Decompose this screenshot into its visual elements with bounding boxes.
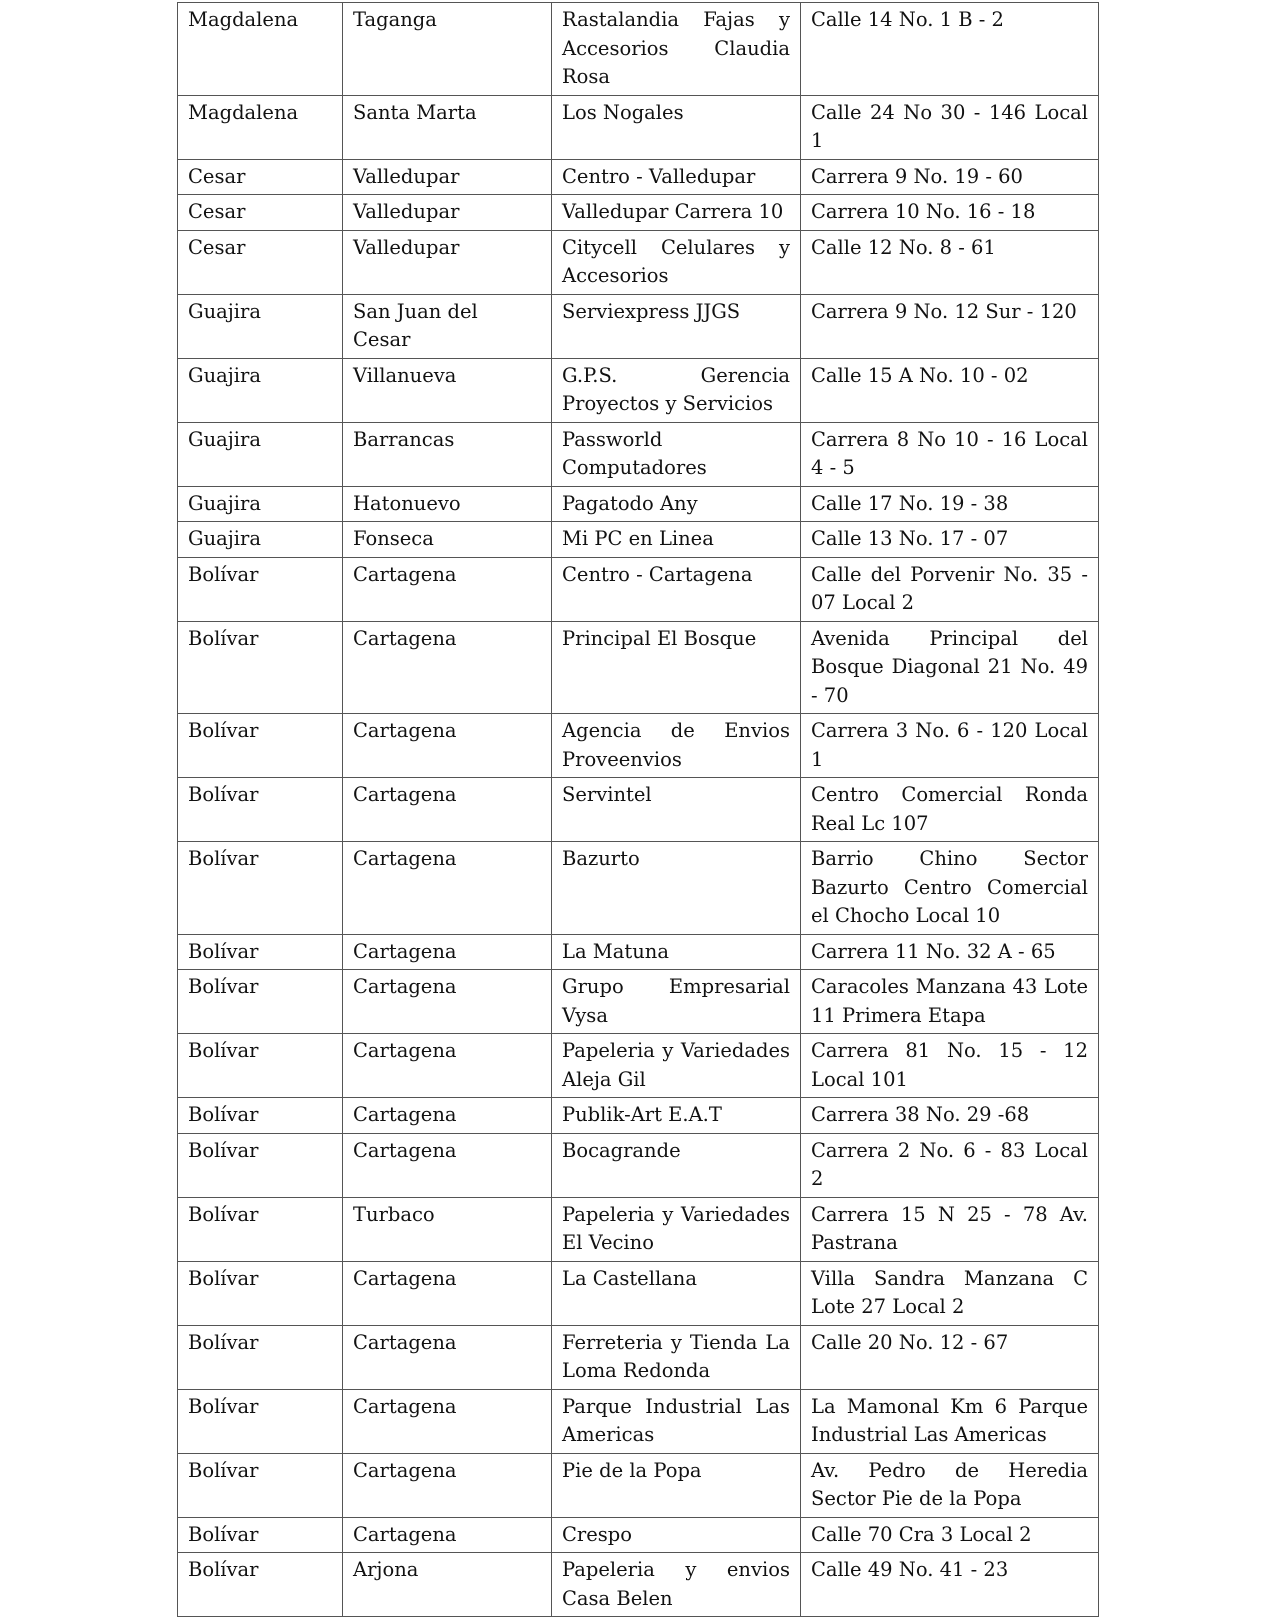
table-row bbox=[178, 1261, 1099, 1325]
table-row bbox=[178, 95, 1099, 159]
city-cell: San Juan del Cesar bbox=[343, 294, 552, 358]
table-row bbox=[178, 1517, 1099, 1553]
table-row bbox=[178, 522, 1099, 558]
location-name-cell: Publik-Art E.A.T bbox=[552, 1098, 801, 1134]
department-cell: Guajira bbox=[178, 422, 343, 486]
city-cell: Cartagena bbox=[343, 842, 552, 935]
location-name-cell: Valledupar Carrera 10 bbox=[552, 195, 801, 231]
address-cell: Calle 49 No. 41 - 23 bbox=[801, 1553, 1099, 1617]
table-row bbox=[178, 3, 1099, 96]
table-row bbox=[178, 1553, 1099, 1617]
department-cell: Guajira bbox=[178, 486, 343, 522]
address-cell: Av. Pedro de Heredia Sector Pie de la Popa bbox=[801, 1453, 1099, 1517]
address-cell: Calle 15 A No. 10 - 02 bbox=[801, 358, 1099, 422]
city-cell: Cartagena bbox=[343, 1034, 552, 1098]
city-cell: Cartagena bbox=[343, 970, 552, 1034]
location-name-cell: Centro - Valledupar bbox=[552, 159, 801, 195]
department-cell: Bolívar bbox=[178, 842, 343, 935]
location-name-cell: Pie de la Popa bbox=[552, 1453, 801, 1517]
location-name-cell: Grupo Empresarial Vysa bbox=[552, 970, 801, 1034]
location-name-cell: Ferreteria y Tienda La Loma Redonda bbox=[552, 1325, 801, 1389]
table-row bbox=[178, 1133, 1099, 1197]
city-cell: Taganga bbox=[343, 3, 552, 96]
address-cell: Carrera 9 No. 19 - 60 bbox=[801, 159, 1099, 195]
location-name-cell: Centro - Cartagena bbox=[552, 557, 801, 621]
city-cell: Cartagena bbox=[343, 714, 552, 778]
table-row bbox=[178, 842, 1099, 935]
department-cell: Guajira bbox=[178, 294, 343, 358]
address-cell: Calle 24 No 30 - 146 Local 1 bbox=[801, 95, 1099, 159]
table-row bbox=[178, 195, 1099, 231]
table-row bbox=[178, 1098, 1099, 1134]
city-cell: Cartagena bbox=[343, 1453, 552, 1517]
table-row bbox=[178, 778, 1099, 842]
table-row bbox=[178, 1325, 1099, 1389]
department-cell: Bolívar bbox=[178, 778, 343, 842]
department-cell: Bolívar bbox=[178, 1133, 343, 1197]
location-name-cell: Papeleria y envios Casa Belen bbox=[552, 1553, 801, 1617]
city-cell: Cartagena bbox=[343, 1517, 552, 1553]
address-cell: Carrera 2 No. 6 - 83 Local 2 bbox=[801, 1133, 1099, 1197]
department-cell: Bolívar bbox=[178, 1325, 343, 1389]
department-cell: Bolívar bbox=[178, 557, 343, 621]
address-cell: Carrera 8 No 10 - 16 Local 4 - 5 bbox=[801, 422, 1099, 486]
department-cell: Guajira bbox=[178, 358, 343, 422]
address-cell: Villa Sandra Manzana C Lote 27 Local 2 bbox=[801, 1261, 1099, 1325]
address-cell: La Mamonal Km 6 Parque Industrial Las Americas bbox=[801, 1389, 1099, 1453]
address-cell: Calle 70 Cra 3 Local 2 bbox=[801, 1517, 1099, 1553]
location-name-cell: Pagatodo Any bbox=[552, 486, 801, 522]
location-name-cell: Citycell Celulares y Accesorios bbox=[552, 230, 801, 294]
address-cell: Barrio Chino Sector Bazurto Centro Comercial el Chocho Local 10 bbox=[801, 842, 1099, 935]
address-cell: Carrera 38 No. 29 -68 bbox=[801, 1098, 1099, 1134]
locations-table-body bbox=[178, 3, 1099, 1617]
table-row bbox=[178, 557, 1099, 621]
table-row bbox=[178, 1197, 1099, 1261]
department-cell: Cesar bbox=[178, 159, 343, 195]
department-cell: Bolívar bbox=[178, 1098, 343, 1134]
department-cell: Bolívar bbox=[178, 1553, 343, 1617]
city-cell: Fonseca bbox=[343, 522, 552, 558]
table-row bbox=[178, 358, 1099, 422]
table-row bbox=[178, 714, 1099, 778]
location-name-cell: La Castellana bbox=[552, 1261, 801, 1325]
department-cell: Bolívar bbox=[178, 1197, 343, 1261]
address-cell: Calle 14 No. 1 B - 2 bbox=[801, 3, 1099, 96]
location-name-cell: Mi PC en Linea bbox=[552, 522, 801, 558]
address-cell: Calle 20 No. 12 - 67 bbox=[801, 1325, 1099, 1389]
department-cell: Cesar bbox=[178, 230, 343, 294]
location-name-cell: Rastalandia Fajas y Accesorios Claudia Rosa bbox=[552, 3, 801, 96]
table-row bbox=[178, 970, 1099, 1034]
location-name-cell: Papeleria y Variedades Aleja Gil bbox=[552, 1034, 801, 1098]
address-cell: Calle del Porvenir No. 35 - 07 Local 2 bbox=[801, 557, 1099, 621]
address-cell: Carrera 15 N 25 - 78 Av. Pastrana bbox=[801, 1197, 1099, 1261]
department-cell: Bolívar bbox=[178, 1034, 343, 1098]
table-row bbox=[178, 422, 1099, 486]
table-row bbox=[178, 294, 1099, 358]
city-cell: Arjona bbox=[343, 1553, 552, 1617]
city-cell: Cartagena bbox=[343, 1133, 552, 1197]
city-cell: Cartagena bbox=[343, 557, 552, 621]
locations-table bbox=[177, 2, 1099, 1617]
table-row bbox=[178, 1389, 1099, 1453]
table-row bbox=[178, 621, 1099, 714]
address-cell: Carrera 10 No. 16 - 18 bbox=[801, 195, 1099, 231]
department-cell: Bolívar bbox=[178, 714, 343, 778]
department-cell: Bolívar bbox=[178, 970, 343, 1034]
city-cell: Villanueva bbox=[343, 358, 552, 422]
location-name-cell: G.P.S. Gerencia Proyectos y Servicios bbox=[552, 358, 801, 422]
city-cell: Cartagena bbox=[343, 621, 552, 714]
department-cell: Bolívar bbox=[178, 1389, 343, 1453]
city-cell: Barrancas bbox=[343, 422, 552, 486]
department-cell: Magdalena bbox=[178, 3, 343, 96]
city-cell: Hatonuevo bbox=[343, 486, 552, 522]
address-cell: Caracoles Manzana 43 Lote 11 Primera Etapa bbox=[801, 970, 1099, 1034]
department-cell: Bolívar bbox=[178, 934, 343, 970]
department-cell: Bolívar bbox=[178, 621, 343, 714]
location-name-cell: Bocagrande bbox=[552, 1133, 801, 1197]
address-cell: Carrera 81 No. 15 - 12 Local 101 bbox=[801, 1034, 1099, 1098]
city-cell: Turbaco bbox=[343, 1197, 552, 1261]
department-cell: Bolívar bbox=[178, 1453, 343, 1517]
department-cell: Bolívar bbox=[178, 1261, 343, 1325]
table-row bbox=[178, 230, 1099, 294]
location-name-cell: Papeleria y Variedades El Vecino bbox=[552, 1197, 801, 1261]
department-cell: Bolívar bbox=[178, 1517, 343, 1553]
location-name-cell: Parque Industrial Las Americas bbox=[552, 1389, 801, 1453]
table-row bbox=[178, 1453, 1099, 1517]
table-row bbox=[178, 934, 1099, 970]
location-name-cell: Serviexpress JJGS bbox=[552, 294, 801, 358]
city-cell: Valledupar bbox=[343, 195, 552, 231]
city-cell: Valledupar bbox=[343, 230, 552, 294]
location-name-cell: Principal El Bosque bbox=[552, 621, 801, 714]
table-row bbox=[178, 159, 1099, 195]
table-row bbox=[178, 486, 1099, 522]
city-cell: Cartagena bbox=[343, 1261, 552, 1325]
address-cell: Calle 12 No. 8 - 61 bbox=[801, 230, 1099, 294]
department-cell: Cesar bbox=[178, 195, 343, 231]
address-cell: Calle 13 No. 17 - 07 bbox=[801, 522, 1099, 558]
city-cell: Cartagena bbox=[343, 934, 552, 970]
address-cell: Calle 17 No. 19 - 38 bbox=[801, 486, 1099, 522]
location-name-cell: Bazurto bbox=[552, 842, 801, 935]
city-cell: Valledupar bbox=[343, 159, 552, 195]
department-cell: Guajira bbox=[178, 522, 343, 558]
location-name-cell: Los Nogales bbox=[552, 95, 801, 159]
location-name-cell: Servintel bbox=[552, 778, 801, 842]
address-cell: Carrera 9 No. 12 Sur - 120 bbox=[801, 294, 1099, 358]
location-name-cell: Crespo bbox=[552, 1517, 801, 1553]
city-cell: Cartagena bbox=[343, 1098, 552, 1134]
city-cell: Cartagena bbox=[343, 778, 552, 842]
table-row bbox=[178, 1034, 1099, 1098]
location-name-cell: Agencia de Envios Proveenvios bbox=[552, 714, 801, 778]
city-cell: Santa Marta bbox=[343, 95, 552, 159]
city-cell: Cartagena bbox=[343, 1389, 552, 1453]
department-cell: Magdalena bbox=[178, 95, 343, 159]
city-cell: Cartagena bbox=[343, 1325, 552, 1389]
address-cell: Carrera 3 No. 6 - 120 Local 1 bbox=[801, 714, 1099, 778]
location-name-cell: Passworld Computadores bbox=[552, 422, 801, 486]
location-name-cell: La Matuna bbox=[552, 934, 801, 970]
address-cell: Carrera 11 No. 32 A - 65 bbox=[801, 934, 1099, 970]
address-cell: Centro Comercial Ronda Real Lc 107 bbox=[801, 778, 1099, 842]
address-cell: Avenida Principal del Bosque Diagonal 21 No. 49 - 70 bbox=[801, 621, 1099, 714]
